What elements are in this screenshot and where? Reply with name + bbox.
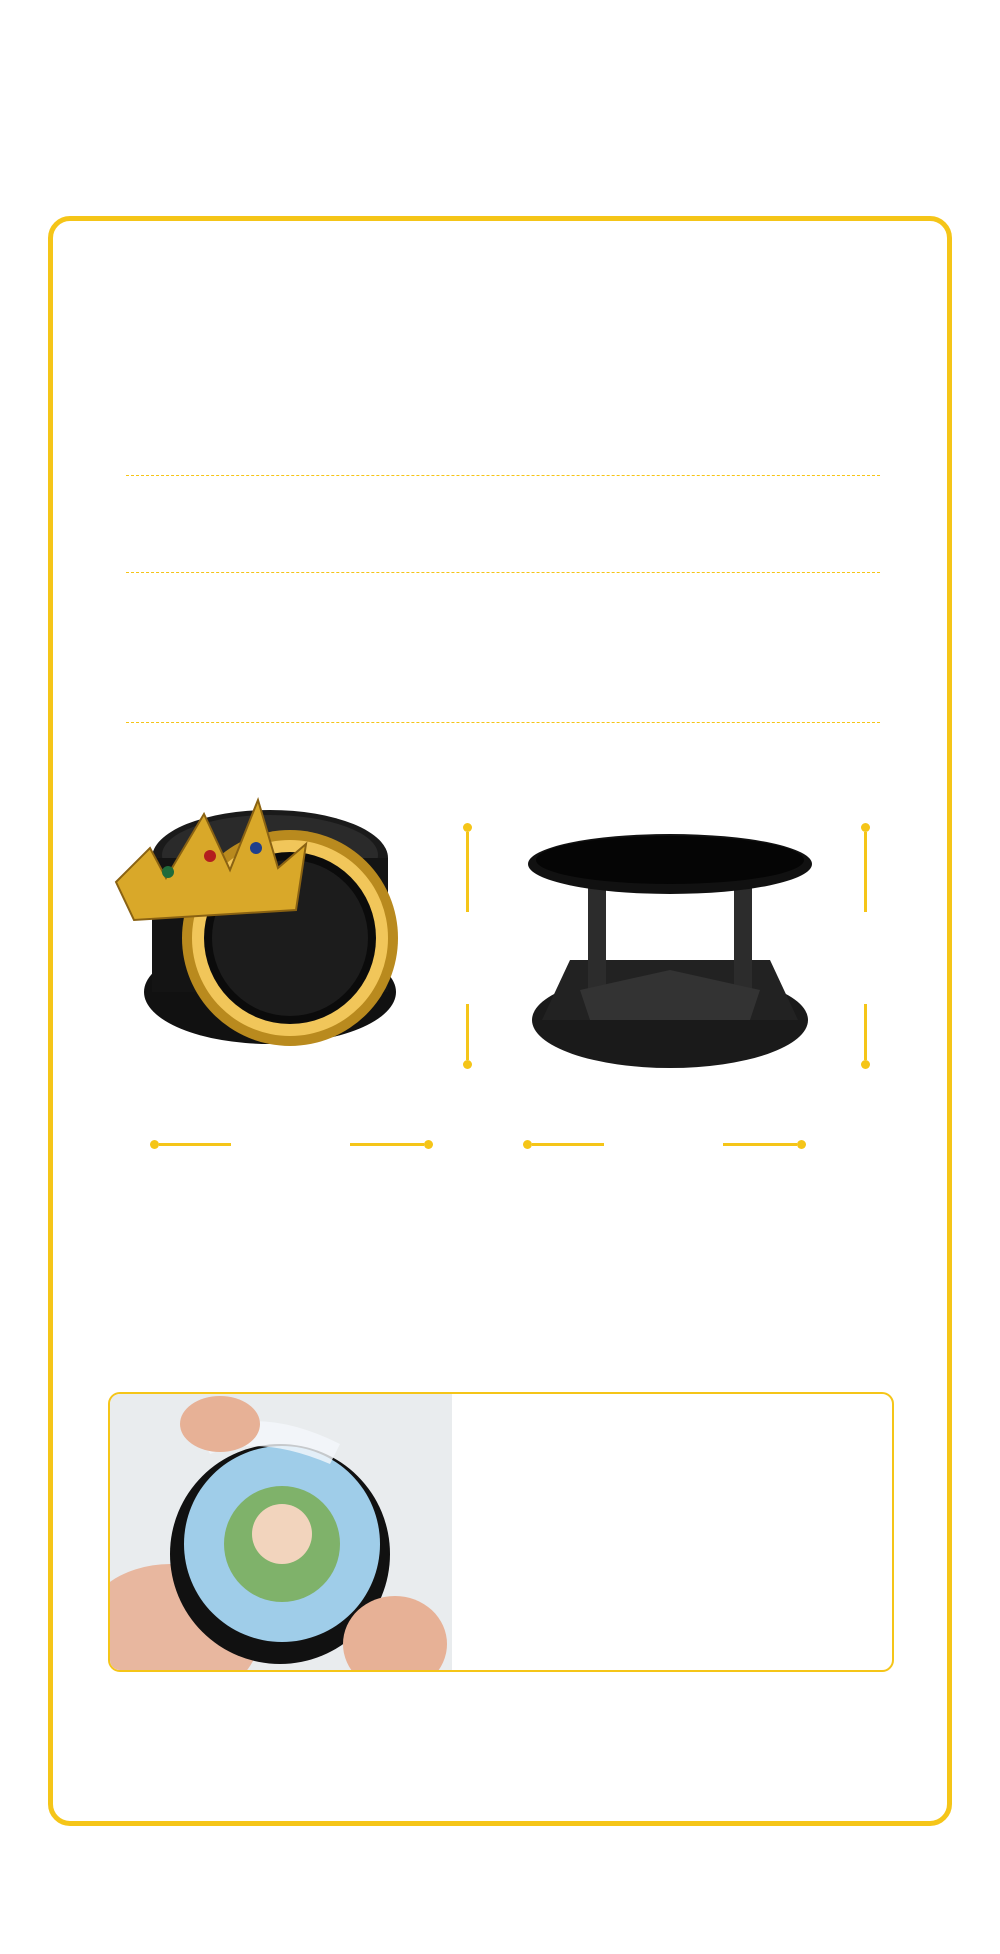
dimension-line	[864, 1004, 867, 1060]
divider	[126, 475, 880, 476]
dimension-line	[532, 1143, 604, 1146]
dimension-line	[864, 832, 867, 912]
dimension-endpoint	[424, 1140, 433, 1149]
dimension-endpoint	[150, 1140, 159, 1149]
divider	[126, 572, 880, 573]
dimension-endpoint	[463, 823, 472, 832]
mechanical-holder-image	[520, 820, 820, 1080]
dimension-line	[723, 1143, 797, 1146]
dimension-endpoint	[523, 1140, 532, 1149]
dimension-line	[466, 832, 469, 912]
dimension-line	[350, 1143, 424, 1146]
divider	[126, 722, 880, 723]
feature-box	[108, 1392, 894, 1672]
dimension-endpoint	[861, 823, 870, 832]
dimension-line	[466, 1004, 469, 1060]
dimension-endpoint	[861, 1060, 870, 1069]
protective-film-photo	[110, 1394, 452, 1672]
dimension-endpoint	[463, 1060, 472, 1069]
dimension-endpoint	[797, 1140, 806, 1149]
airbag-holder-image	[110, 760, 450, 1080]
dimension-line	[159, 1143, 231, 1146]
